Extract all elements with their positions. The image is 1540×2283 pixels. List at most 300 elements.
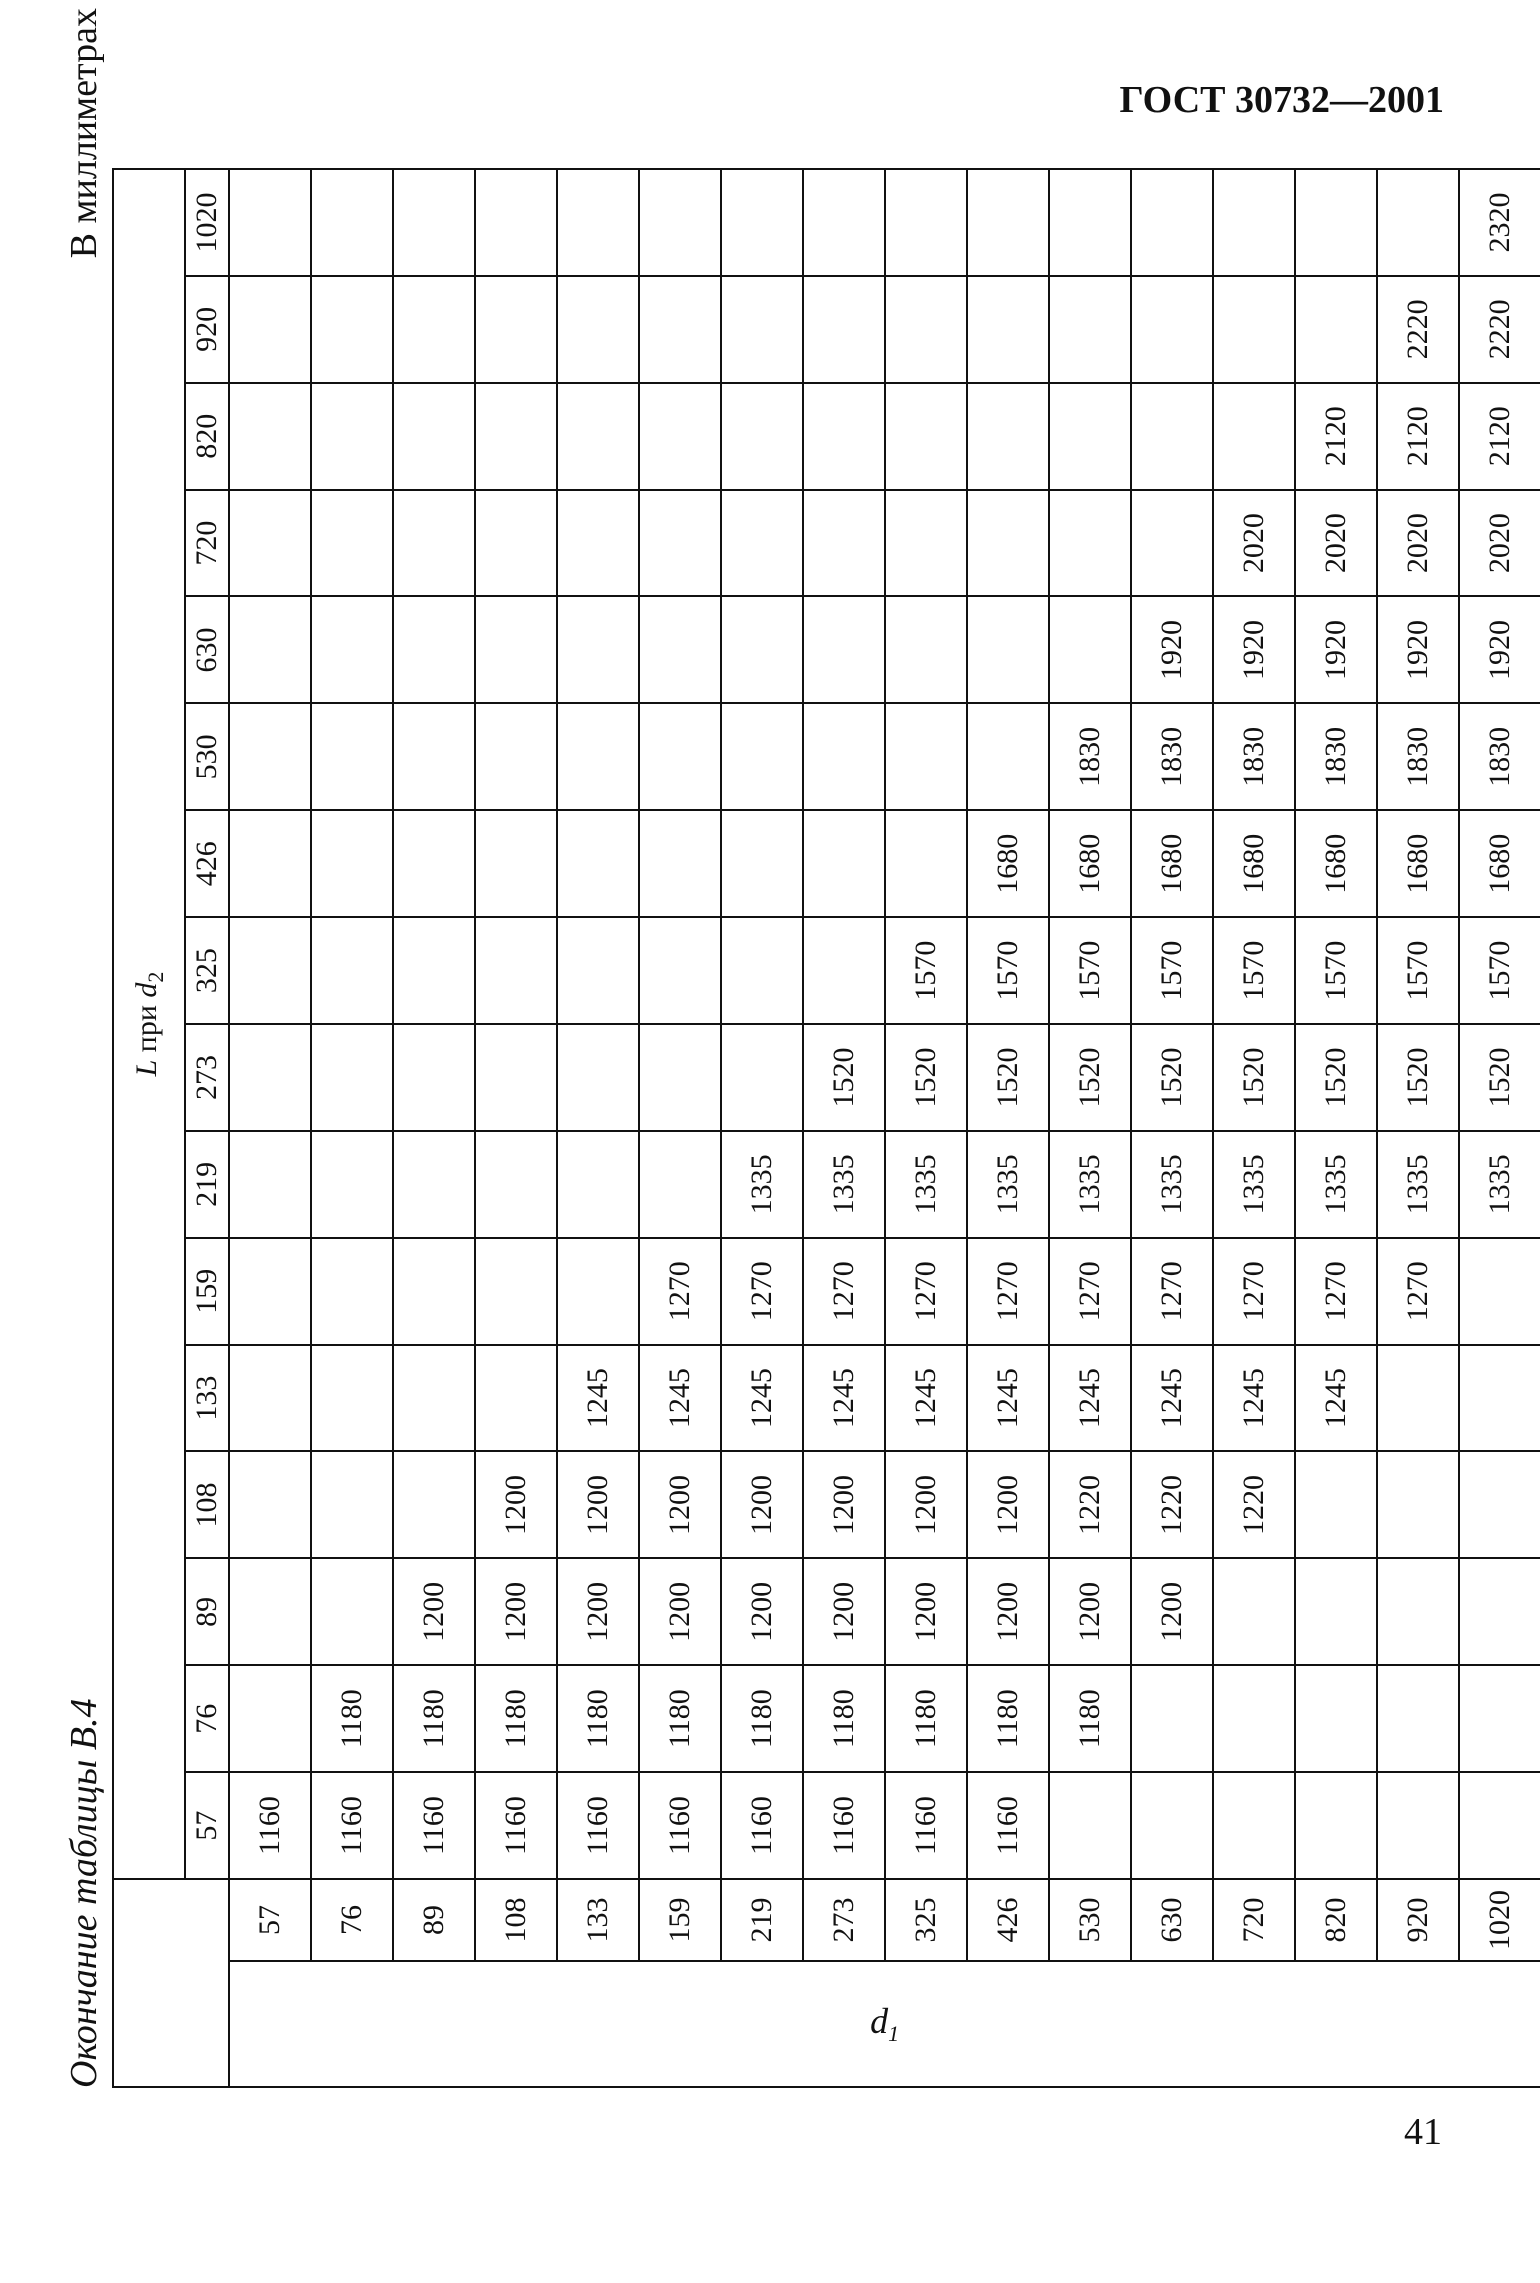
length-table — [112, 168, 1540, 2088]
table-cell — [475, 383, 557, 490]
table-cell — [311, 276, 393, 383]
table-row — [1295, 169, 1377, 2087]
table-cell: 1920 — [1213, 597, 1295, 704]
table-cell — [639, 917, 721, 1024]
table-cell — [803, 169, 885, 276]
table-cell: 1180 — [885, 1665, 967, 1772]
table-cell — [721, 810, 803, 917]
table-cell — [885, 383, 967, 490]
table-cell: 2020 — [1213, 490, 1295, 597]
d2-header-cell: 159 — [185, 1238, 229, 1345]
table-row — [1459, 169, 1540, 2087]
table-cell: 2120 — [1377, 383, 1459, 490]
table-cell: 2320 — [1459, 169, 1540, 276]
table-cell — [639, 1024, 721, 1131]
d1-symbol: $d_1$ — [870, 2001, 900, 2047]
table-cell — [311, 1558, 393, 1665]
table-cell: 1520 — [1213, 1024, 1295, 1131]
table-cell — [557, 1024, 639, 1131]
table-cell: 1245 — [1213, 1345, 1295, 1452]
table-cell — [1131, 490, 1213, 597]
table-cell — [311, 490, 393, 597]
table-cell: 1520 — [885, 1024, 967, 1131]
d2-header-cell: 1020 — [185, 169, 229, 276]
table-cell: 1920 — [1131, 597, 1213, 704]
table-cell: 2220 — [1459, 276, 1540, 383]
table-cell: 1200 — [475, 1452, 557, 1559]
table-cell — [967, 703, 1049, 810]
table-cell: 1335 — [803, 1131, 885, 1238]
table-cell: 1200 — [475, 1558, 557, 1665]
table-row — [803, 169, 885, 2087]
table-cell: 1180 — [803, 1665, 885, 1772]
table-cell: 1520 — [1377, 1024, 1459, 1131]
table-cell — [1377, 1345, 1459, 1452]
d1-value-cell: 273 — [803, 1879, 885, 1961]
table-cell — [557, 490, 639, 597]
table-cell — [229, 383, 311, 490]
table-cell: 1200 — [721, 1452, 803, 1559]
table-cell — [1213, 276, 1295, 383]
table-cell — [475, 597, 557, 704]
table-cell — [475, 276, 557, 383]
table-cell: 1830 — [1131, 703, 1213, 810]
table-cell: 1335 — [1295, 1131, 1377, 1238]
table-cell — [557, 169, 639, 276]
table-cell: 1245 — [885, 1345, 967, 1452]
table-row — [1213, 169, 1295, 2087]
table-cell: 1200 — [1049, 1558, 1131, 1665]
d2-header-cell: 325 — [185, 917, 229, 1024]
table-row — [721, 169, 803, 2087]
table-row — [393, 169, 475, 2087]
table-cell — [311, 1452, 393, 1559]
table-cell — [229, 490, 311, 597]
table-cell: 1680 — [967, 810, 1049, 917]
table-cell: 1570 — [1131, 917, 1213, 1024]
table-cell — [229, 917, 311, 1024]
d1-label-cell — [229, 1961, 1540, 2087]
table-cell: 1270 — [803, 1238, 885, 1345]
table-cell — [229, 1452, 311, 1559]
units-note: В миллиметрах — [63, 8, 105, 259]
table-cell: 1245 — [1131, 1345, 1213, 1452]
table-row — [475, 169, 557, 2087]
table-cell — [885, 169, 967, 276]
table-cell: 1680 — [1377, 810, 1459, 917]
table-cell — [229, 810, 311, 917]
table-cell: 1180 — [311, 1665, 393, 1772]
table-cell: 1270 — [1131, 1238, 1213, 1345]
table-cell — [229, 169, 311, 276]
table-cell — [557, 597, 639, 704]
table-cell — [393, 1345, 475, 1452]
table-cell: 1200 — [639, 1558, 721, 1665]
table-cell — [229, 276, 311, 383]
table-cell — [311, 810, 393, 917]
table-cell — [1459, 1238, 1540, 1345]
table-cell: 1335 — [885, 1131, 967, 1238]
table-caption: Окончание таблицы В.4 — [63, 1698, 105, 2088]
table-cell: 1200 — [885, 1452, 967, 1559]
table-cell: 1335 — [1213, 1131, 1295, 1238]
table-cell — [967, 490, 1049, 597]
table-cell: 1830 — [1459, 703, 1540, 810]
table-cell: 1200 — [721, 1558, 803, 1665]
table-cell — [557, 917, 639, 1024]
d2-header-cell: 108 — [185, 1452, 229, 1559]
table-cell — [311, 1024, 393, 1131]
table-cell — [229, 1024, 311, 1131]
table-cell — [229, 1131, 311, 1238]
table-cell — [1377, 1665, 1459, 1772]
table-cell: 1520 — [803, 1024, 885, 1131]
table-cell — [311, 1238, 393, 1345]
table-cell — [311, 1345, 393, 1452]
table-cell: 1520 — [1295, 1024, 1377, 1131]
table-cell — [721, 703, 803, 810]
table-cell — [557, 383, 639, 490]
table-cell — [1131, 169, 1213, 276]
d1-value-cell: 57 — [229, 1879, 311, 1961]
table-row — [311, 169, 393, 2087]
d2-header-cell: 273 — [185, 1024, 229, 1131]
table-cell: 1160 — [721, 1772, 803, 1879]
table-cell — [1295, 1772, 1377, 1879]
table-cell: 1180 — [557, 1665, 639, 1772]
table-cell — [1295, 169, 1377, 276]
d1-value-cell: 530 — [1049, 1879, 1131, 1961]
table-cell — [311, 169, 393, 276]
table-cell — [639, 169, 721, 276]
table-cell: 1200 — [967, 1558, 1049, 1665]
table-cell — [639, 276, 721, 383]
table-cell: 1830 — [1295, 703, 1377, 810]
d1-value-cell: 820 — [1295, 1879, 1377, 1961]
d2-header-cell: 630 — [185, 597, 229, 704]
table-cell — [885, 703, 967, 810]
table-cell — [885, 597, 967, 704]
d2-header-cell: 426 — [185, 810, 229, 917]
table-cell — [393, 383, 475, 490]
table-cell: 1570 — [967, 917, 1049, 1024]
d1-value-cell: 426 — [967, 1879, 1049, 1961]
d1-value-cell: 159 — [639, 1879, 721, 1961]
table-cell: 2020 — [1459, 490, 1540, 597]
table-cell: 1180 — [967, 1665, 1049, 1772]
table-cell: 1160 — [393, 1772, 475, 1879]
table-cell: 1570 — [1377, 917, 1459, 1024]
table-cell: 1335 — [1131, 1131, 1213, 1238]
table-cell: 1220 — [1131, 1452, 1213, 1559]
document-code: ГОСТ 30732—2001 — [1119, 79, 1444, 121]
d2-header-cell: 820 — [185, 383, 229, 490]
table-cell — [803, 490, 885, 597]
table-cell: 1160 — [475, 1772, 557, 1879]
table-cell — [1049, 490, 1131, 597]
table-cell — [639, 703, 721, 810]
table-cell — [639, 810, 721, 917]
table-cell — [557, 276, 639, 383]
d2-header-cell: 720 — [185, 490, 229, 597]
d1-value-cell: 920 — [1377, 1879, 1459, 1961]
table-header — [113, 169, 229, 2087]
table-cell: 1180 — [721, 1665, 803, 1772]
table-cell: 1570 — [1213, 917, 1295, 1024]
table-cell: 1200 — [557, 1558, 639, 1665]
table-cell — [229, 1558, 311, 1665]
table-cell: 1200 — [803, 1558, 885, 1665]
table-cell: 1200 — [1131, 1558, 1213, 1665]
d1-value-cell: 720 — [1213, 1879, 1295, 1961]
table-cell: 1245 — [967, 1345, 1049, 1452]
table-cell: 1335 — [1377, 1131, 1459, 1238]
d1-value-cell: 630 — [1131, 1879, 1213, 1961]
table-cell: 1920 — [1295, 597, 1377, 704]
table-cell — [1131, 1665, 1213, 1772]
table-cell: 1270 — [885, 1238, 967, 1345]
table-cell: 1520 — [1131, 1024, 1213, 1131]
table-cell — [557, 1238, 639, 1345]
table-cell — [721, 597, 803, 704]
table-cell: 1200 — [885, 1558, 967, 1665]
table-row — [557, 169, 639, 2087]
table-cell — [1049, 169, 1131, 276]
table-cell — [967, 169, 1049, 276]
table-cell: 1200 — [393, 1558, 475, 1665]
table-row — [639, 169, 721, 2087]
table-cell — [475, 1345, 557, 1452]
table-cell — [1213, 383, 1295, 490]
table-cell — [393, 490, 475, 597]
d2-header-row — [185, 169, 229, 2087]
table-cell: 1680 — [1295, 810, 1377, 917]
table-cell: 1180 — [393, 1665, 475, 1772]
table-cell: 1200 — [803, 1452, 885, 1559]
table-cell: 1270 — [1295, 1238, 1377, 1345]
table-cell — [1213, 1558, 1295, 1665]
table-cell: 2020 — [1377, 490, 1459, 597]
table-cell — [393, 703, 475, 810]
table-cell — [475, 490, 557, 597]
table-cell: 1160 — [885, 1772, 967, 1879]
d1-value-cell: 1020 — [1459, 1879, 1540, 1961]
table-cell — [639, 383, 721, 490]
table-cell — [229, 1665, 311, 1772]
table-cell: 1180 — [475, 1665, 557, 1772]
table-cell — [803, 703, 885, 810]
d1-value-cell: 325 — [885, 1879, 967, 1961]
table-row — [885, 169, 967, 2087]
table-cell — [229, 703, 311, 810]
table-cell — [1131, 276, 1213, 383]
table-cell: 1160 — [229, 1772, 311, 1879]
table-cell: 1520 — [967, 1024, 1049, 1131]
table-cell: 1245 — [639, 1345, 721, 1452]
table-cell — [1459, 1345, 1540, 1452]
d2-header-cell: 89 — [185, 1558, 229, 1665]
table-cell — [393, 1238, 475, 1345]
d1-value-cell: 133 — [557, 1879, 639, 1961]
d1-value-cell: 76 — [311, 1879, 393, 1961]
table-cell: 1160 — [967, 1772, 1049, 1879]
table-cell: 1160 — [639, 1772, 721, 1879]
table-cell — [885, 276, 967, 383]
table-cell: 1335 — [1459, 1131, 1540, 1238]
table-cell — [885, 810, 967, 917]
table-cell — [803, 276, 885, 383]
d2-header-cell: 920 — [185, 276, 229, 383]
table-cell — [1131, 383, 1213, 490]
table-cell — [721, 490, 803, 597]
table-cell: 1245 — [557, 1345, 639, 1452]
corner-cell — [113, 1879, 229, 2087]
table-cell: 1270 — [1213, 1238, 1295, 1345]
table-cell: 1830 — [1377, 703, 1459, 810]
table-cell: 1920 — [1459, 597, 1540, 704]
table-cell: 1180 — [1049, 1665, 1131, 1772]
table-cell — [393, 1452, 475, 1559]
table-cell: 1200 — [967, 1452, 1049, 1559]
d2-header-cell: 76 — [185, 1665, 229, 1772]
table-cell: 1570 — [1459, 917, 1540, 1024]
table-cell — [393, 917, 475, 1024]
table-cell: 1160 — [557, 1772, 639, 1879]
table-cell: 1270 — [967, 1238, 1049, 1345]
table-cell: 1680 — [1459, 810, 1540, 917]
table-cell — [1295, 276, 1377, 383]
table-cell: 1520 — [1459, 1024, 1540, 1131]
table-cell: 1245 — [1295, 1345, 1377, 1452]
table-cell — [721, 383, 803, 490]
table-cell: 2120 — [1295, 383, 1377, 490]
table-cell — [639, 1131, 721, 1238]
d1-value-cell: 219 — [721, 1879, 803, 1961]
table-cell — [967, 276, 1049, 383]
table-cell: 1830 — [1213, 703, 1295, 810]
table-cell — [475, 917, 557, 1024]
table-cell — [1459, 1665, 1540, 1772]
table-cell — [393, 169, 475, 276]
table-row — [1049, 169, 1131, 2087]
table-cell: 1245 — [721, 1345, 803, 1452]
table-cell: 1680 — [1131, 810, 1213, 917]
table-cell: 1570 — [1295, 917, 1377, 1024]
table-cell: 1200 — [639, 1452, 721, 1559]
table-cell — [803, 383, 885, 490]
table-cell: 1245 — [1049, 1345, 1131, 1452]
table-cell: 1220 — [1213, 1452, 1295, 1559]
table-cell — [311, 917, 393, 1024]
table-cell — [393, 1131, 475, 1238]
table-cell — [475, 1024, 557, 1131]
d1-value-cell: 108 — [475, 1879, 557, 1961]
table-cell: 1335 — [721, 1131, 803, 1238]
table-cell — [885, 490, 967, 597]
table-cell — [967, 383, 1049, 490]
table-cell — [1295, 1558, 1377, 1665]
table-cell — [803, 597, 885, 704]
table-cell — [311, 703, 393, 810]
d1-value-cell: 89 — [393, 1879, 475, 1961]
table-cell — [1213, 169, 1295, 276]
table-cell: 2220 — [1377, 276, 1459, 383]
table-cell — [639, 597, 721, 704]
table-cell — [967, 597, 1049, 704]
table-cell: 1830 — [1049, 703, 1131, 810]
table-cell — [721, 1024, 803, 1131]
table-cell — [229, 1345, 311, 1452]
table-cell: 1335 — [1049, 1131, 1131, 1238]
table-cell: 1245 — [803, 1345, 885, 1452]
table-cell: 1570 — [885, 917, 967, 1024]
table-cell — [1459, 1558, 1540, 1665]
table-cell — [475, 1238, 557, 1345]
table-cell — [1213, 1665, 1295, 1772]
table-cell — [229, 597, 311, 704]
table-cell — [393, 276, 475, 383]
table-cell — [721, 169, 803, 276]
table-row — [229, 169, 311, 2087]
page-number: 41 — [1404, 2111, 1442, 2153]
table-cell: 1270 — [1377, 1238, 1459, 1345]
table-cell — [475, 169, 557, 276]
table-cell — [1213, 1772, 1295, 1879]
table-cell: 1920 — [1377, 597, 1459, 704]
table-cell — [311, 1131, 393, 1238]
table-cell — [557, 1131, 639, 1238]
table-cell — [1459, 1452, 1540, 1559]
table-cell — [229, 1238, 311, 1345]
d2-header-cell: 219 — [185, 1131, 229, 1238]
table-cell: 1680 — [1049, 810, 1131, 917]
table-row — [1131, 169, 1213, 2087]
table-cell — [1049, 597, 1131, 704]
table-cell: 1160 — [311, 1772, 393, 1879]
table-cell — [1377, 1452, 1459, 1559]
table-cell: 1520 — [1049, 1024, 1131, 1131]
table-cell — [1377, 169, 1459, 276]
table-cell — [475, 703, 557, 810]
table-row — [1377, 169, 1459, 2087]
table-cell — [1459, 1772, 1540, 1879]
column-group-header: L при $d_2$ — [113, 169, 185, 1879]
table-cell — [1295, 1452, 1377, 1559]
table-cell — [1295, 1665, 1377, 1772]
table-cell — [393, 810, 475, 917]
table-cell — [311, 597, 393, 704]
table-cell: 1270 — [639, 1238, 721, 1345]
table-cell: 1680 — [1213, 810, 1295, 917]
table-cell: 1160 — [803, 1772, 885, 1879]
table-cell — [639, 490, 721, 597]
d2-header-cell: 530 — [185, 703, 229, 810]
table-cell — [557, 810, 639, 917]
table-cell — [1049, 1772, 1131, 1879]
table-cell — [721, 917, 803, 1024]
table-cell — [1049, 276, 1131, 383]
table-cell — [1377, 1558, 1459, 1665]
table-cell — [1049, 383, 1131, 490]
table-cell: 2120 — [1459, 383, 1540, 490]
table-cell: 1335 — [967, 1131, 1049, 1238]
table-cell — [803, 810, 885, 917]
table-cell: 1570 — [1049, 917, 1131, 1024]
table-row — [967, 169, 1049, 2087]
table-cell: 1270 — [721, 1238, 803, 1345]
table-cell: 1220 — [1049, 1452, 1131, 1559]
table-cell — [475, 810, 557, 917]
